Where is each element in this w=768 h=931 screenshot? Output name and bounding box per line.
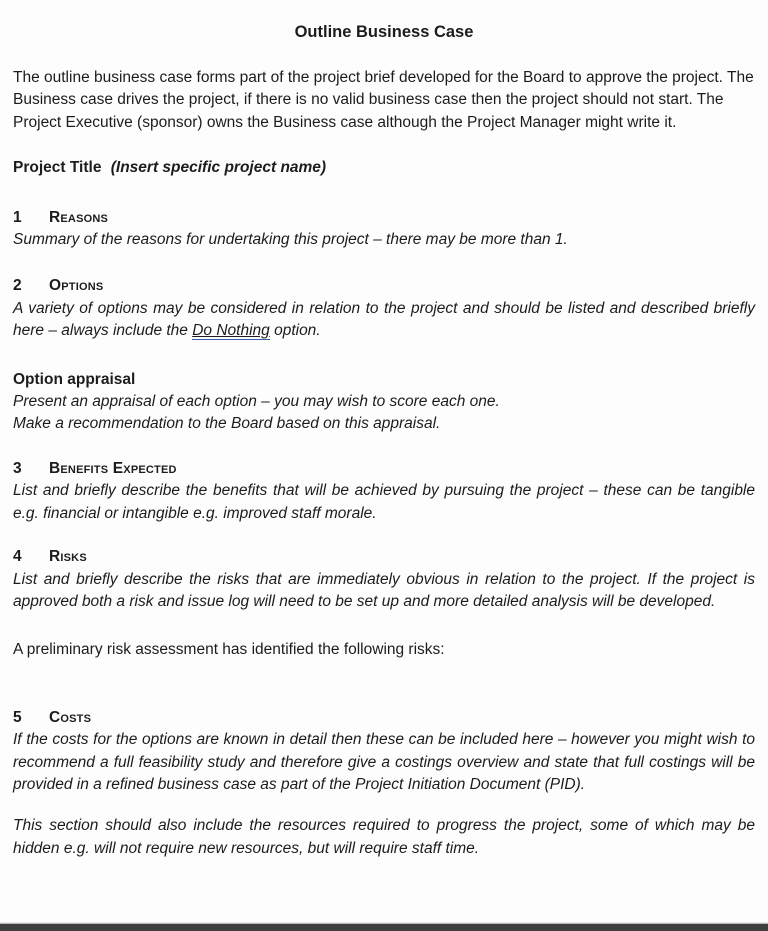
- option-appraisal-body: [13, 391, 755, 436]
- section-title-options: Options: [49, 277, 104, 295]
- option-appraisal-line2: Make a recommendation to the Board based on this appraisal.: [13, 415, 441, 433]
- options-body-start: A variety of options may be considered in relation to the project and should be listed and described briefly here – always include the: [13, 299, 755, 340]
- section-number-benefits: 3: [13, 459, 22, 477]
- section-title-costs: Costs: [49, 708, 92, 726]
- section-title-reasons: Reasons: [49, 208, 109, 226]
- section-heading-options: [13, 275, 755, 297]
- project-title-label: Project Title: [13, 159, 102, 177]
- option-appraisal-heading: Option appraisal: [13, 370, 136, 388]
- section-number-risks: 4: [13, 548, 22, 566]
- risk-assessment-note: A preliminary risk assessment has identified the following risks:: [13, 641, 445, 659]
- section-heading-benefits: [13, 458, 755, 480]
- section-body-costs: If the costs for the options are known in detail then these can be included here – however you might wish to recommend a full feasibility study and therefore give a costings overview and state that full costings will be provided in a refined business case as part of the Project Initiation Document (PID).: [13, 731, 755, 793]
- section-body-risks: List and briefly describe the risks that are immediately obvious in relation to the project. If the project is approved both a risk and issue log will need to be set up and more detailed analysis will be developed.: [13, 570, 755, 610]
- section-heading-reasons: [13, 207, 755, 229]
- do-nothing-link[interactable]: Do Nothing: [192, 322, 270, 340]
- page-title: Outline Business Case: [294, 23, 474, 41]
- section-number-options: 2: [13, 277, 22, 295]
- project-title-line: [13, 157, 755, 179]
- option-appraisal-line1: Present an appraisal of each option – you may wish to score each one.: [13, 393, 500, 411]
- intro-paragraph: The outline business case forms part of the project brief developed for the Board to approve the project. The Business case drives the project, if there is no valid business case then the project should not start. The Project Executive (sponsor) owns the Business case although the Project Manager might write it.: [13, 69, 754, 131]
- page-bottom-edge: [0, 924, 768, 931]
- section-number-costs: 5: [13, 708, 22, 726]
- section-number-reasons: 1: [13, 208, 22, 226]
- options-body-end: option.: [269, 322, 321, 340]
- project-title-placeholder: (Insert specific project name): [110, 159, 327, 177]
- section-body-options: [13, 298, 755, 343]
- section-heading-costs: [13, 707, 755, 729]
- section-body-costs-2: This section should also include the resources required to progress the project, some of which may be hidden e.g. will not require new resources, but will require staff time.: [13, 817, 755, 857]
- section-heading-risks: [13, 546, 755, 568]
- section-title-benefits: Benefits Expected: [49, 459, 177, 477]
- section-body-benefits: List and briefly describe the benefits that will be achieved by pursuing the project – these can be tangible e.g. financial or intangible e.g. improved staff morale.: [13, 482, 755, 522]
- section-title-risks: Risks: [49, 548, 87, 566]
- section-body-reasons: Summary of the reasons for undertaking this project – there may be more than 1.: [13, 231, 568, 249]
